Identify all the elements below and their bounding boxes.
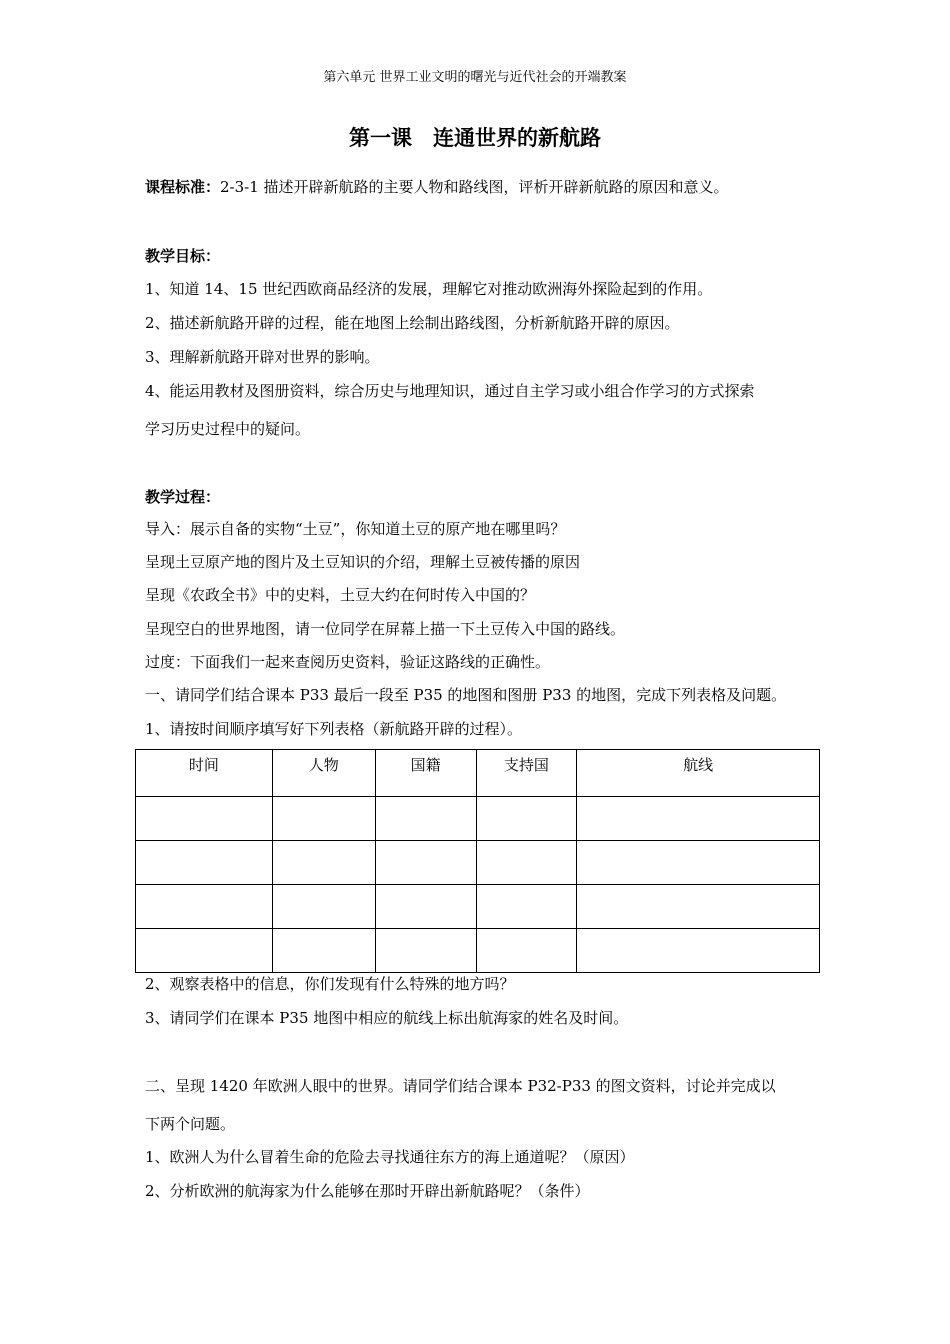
table-cell[interactable] (272, 929, 375, 973)
table-cell[interactable] (375, 841, 476, 885)
table-header-cell: 支持国 (476, 750, 577, 797)
table-row (136, 885, 820, 929)
table-cell[interactable] (375, 797, 476, 841)
process-line: 呈现《农政全书》中的史料，土豆大约在何时传入中国的？ (145, 586, 536, 604)
process-line: 一、请同学们结合课本 P33 最后一段至 P35 的地图和图册 P33 的地图，完成下列表格及问题。 (145, 686, 787, 704)
table-cell[interactable] (136, 797, 273, 841)
section-two-line: 下两个问题。 (145, 1115, 236, 1133)
objective-item: 1、知道 14、15 世纪西欧商品经济的发展，理解它对推动欧洲海外探险起到的作用。 (145, 280, 713, 298)
table-cell[interactable] (476, 841, 577, 885)
table-cell[interactable] (577, 929, 820, 973)
table-cell[interactable] (136, 841, 273, 885)
objective-item: 3、理解新航路开辟对世界的影响。 (145, 348, 380, 366)
table-cell[interactable] (577, 885, 820, 929)
table-cell[interactable] (136, 885, 273, 929)
process-line: 1、请按时间顺序填写好下列表格（新航路开辟的过程）。 (145, 720, 523, 738)
table-cell[interactable] (136, 929, 273, 973)
table-cell[interactable] (577, 841, 820, 885)
section-two-line: 2、分析欧洲的航海家为什么能够在那时开辟出新航路呢？（条件） (145, 1182, 590, 1200)
process-line: 呈现空白的世界地图，请一位同学在屏幕上描一下土豆传入中国的路线。 (145, 620, 626, 638)
objectives-heading: 教学目标： (145, 247, 221, 265)
table-cell[interactable] (577, 797, 820, 841)
table-cell[interactable] (272, 797, 375, 841)
table-cell[interactable] (476, 929, 577, 973)
table-header-cell: 国籍 (375, 750, 476, 797)
table-cell[interactable] (375, 929, 476, 973)
process-heading: 教学过程： (145, 488, 221, 506)
process-line: 呈现土豆原产地的图片及土豆知识的介绍，理解土豆被传播的原因 (145, 553, 581, 571)
question-line: 2、观察表格中的信息，你们发现有什么特殊的地方吗？ (145, 975, 515, 993)
table-header-row (136, 750, 820, 797)
table-row (136, 929, 820, 973)
course-standard (145, 176, 825, 197)
table-header-cell: 人物 (272, 750, 375, 797)
table-cell[interactable] (272, 841, 375, 885)
table-row (136, 797, 820, 841)
process-line: 过度：下面我们一起来查阅历史资料，验证这路线的正确性。 (145, 653, 551, 671)
course-standard-label: 课程标准： (145, 178, 221, 196)
course-standard-text: 2-3-1 描述开辟新航路的主要人物和路线图，评析开辟新航路的原因和意义。 (220, 178, 729, 196)
table-row (136, 841, 820, 885)
table-header-cell: 航线 (577, 750, 820, 797)
lesson-title: 第一课 连通世界的新航路 (349, 126, 601, 150)
objective-item: 学习历史过程中的疑问。 (145, 420, 311, 438)
process-line: 导入：展示自备的实物“土豆”，你知道土豆的原产地在哪里吗？ (145, 520, 566, 538)
running-header: 第六单元 世界工业文明的曙光与近代社会的开端教案 (323, 70, 627, 85)
table-cell[interactable] (476, 885, 577, 929)
objective-item: 2、描述新航路开辟的过程，能在地图上绘制出路线图，分析新航路开辟的原因。 (145, 314, 680, 332)
table-header-cell: 时间 (136, 750, 273, 797)
table-cell[interactable] (476, 797, 577, 841)
objective-item: 4、能运用教材及图册资料，综合历史与地理知识，通过自主学习或小组合作学习的方式探索 (145, 382, 755, 400)
section-two-line: 1、欧洲人为什么冒着生命的危险去寻找通往东方的海上通道呢？（原因） (145, 1148, 635, 1166)
table-cell[interactable] (272, 885, 375, 929)
table-cell[interactable] (375, 885, 476, 929)
route-process-table (135, 749, 820, 973)
question-line: 3、请同学们在课本 P35 地图中相应的航线上标出航海家的姓名及时间。 (145, 1009, 629, 1027)
section-two-line: 二、呈现 1420 年欧洲人眼中的世界。请同学们结合课本 P32-P33 的图文资料，讨论并完成以 (145, 1077, 776, 1095)
